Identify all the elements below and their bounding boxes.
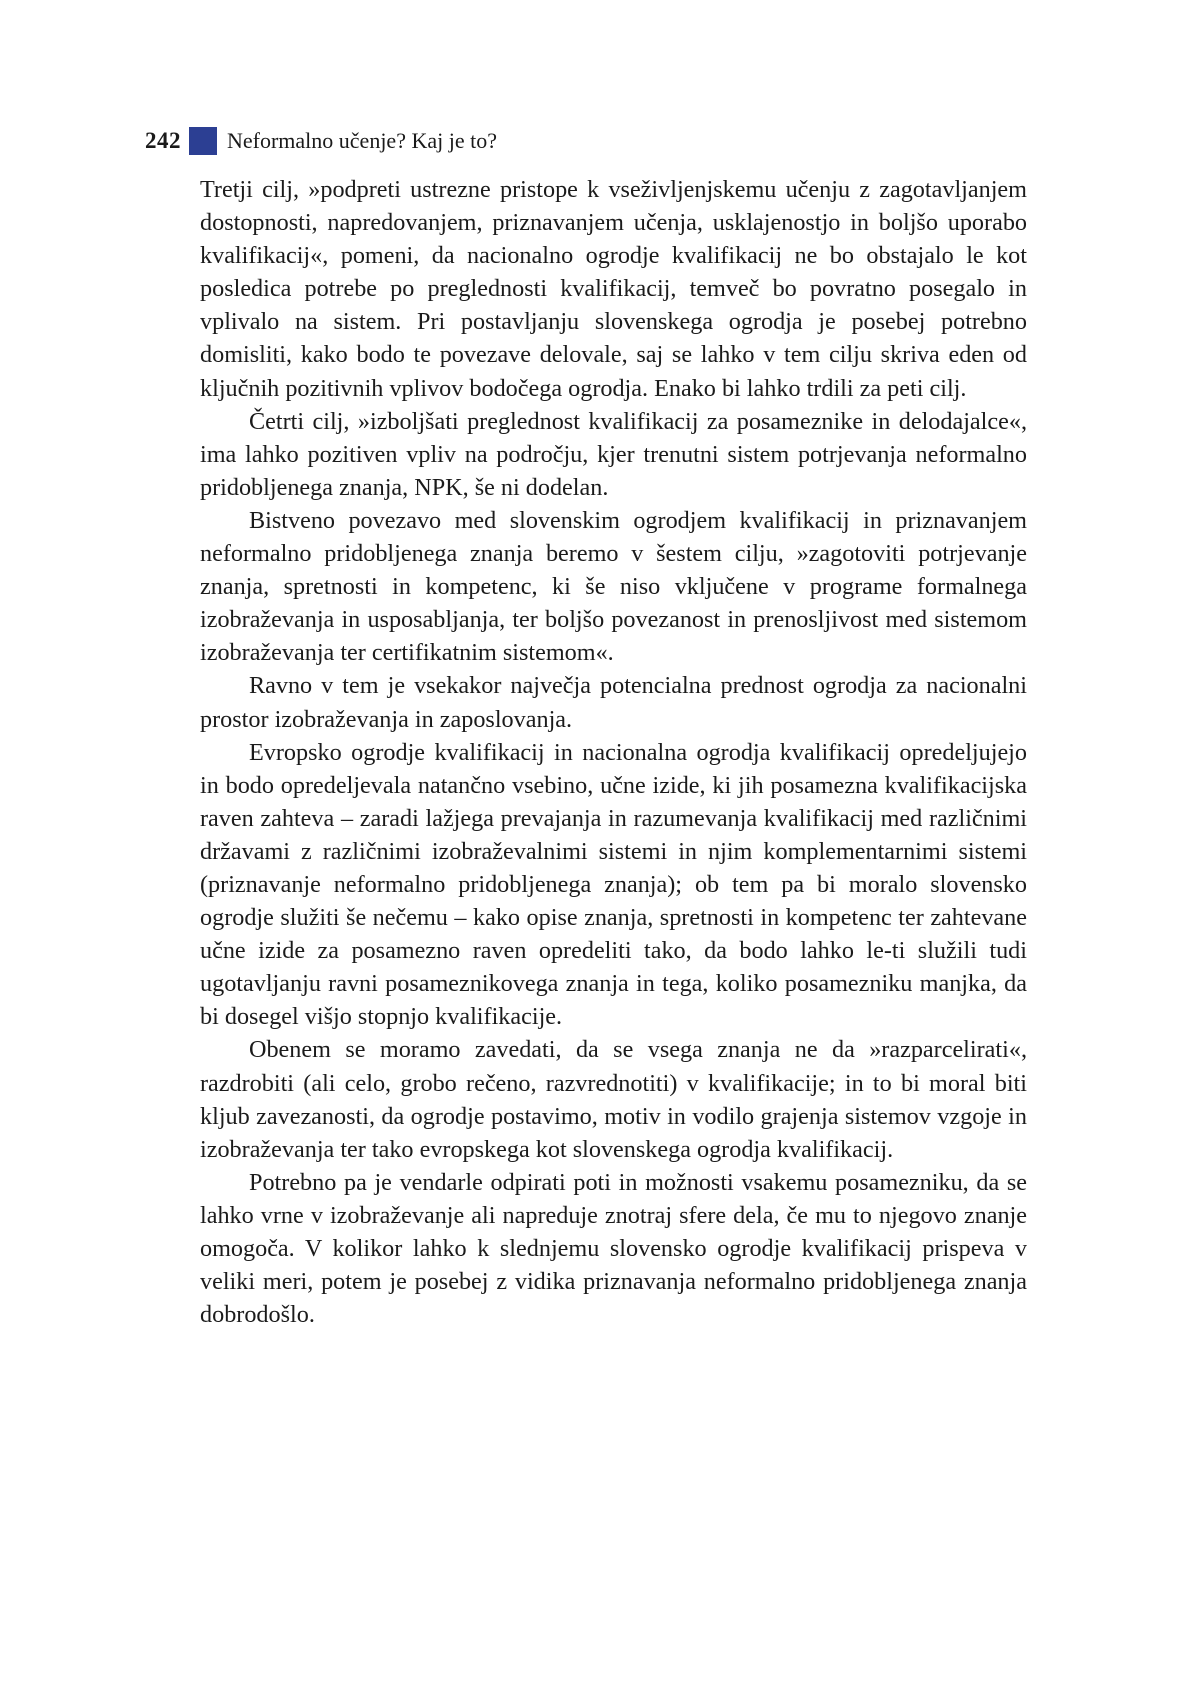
paragraph: Ravno v tem je vsekakor največja potencialna prednost ogrodja za nacionalni prostor izobraževanja in zaposlovanja. [200, 672, 1027, 733]
page-number: 242 [145, 128, 181, 153]
page-header [145, 126, 497, 156]
running-title: Neformalno učenje? Kaj je to? [227, 128, 497, 153]
paragraph: Obenem se moramo zavedati, da se vsega znanja ne da »razparcelirati«, razdrobiti (ali celo, grobo rečeno, razvrednotiti) v kvalifikacije; in to bi moral biti kljub zavezanosti, da ogrodje postavimo, motiv in vodilo grajenja sistemov vzgoje in izobraževanja ter tako evropskega kot slovenskega ogrodja kvalifikacij. [200, 1036, 1027, 1163]
paragraph: Potrebno pa je vendarle odpirati poti in možnosti vsakemu posamezniku, da se lahko vrne v izobraževanje ali napreduje znotraj sfere dela, če mu to njegovo znanje omogoča. V kolikor lahko k slednjemu slovensko ogrodje kvalifikacij prispeva v veliki meri, potem je posebej z vidika priznavanja neformalno pridobljenega znanja dobrodošlo. [200, 1168, 1027, 1329]
paragraph: Tretji cilj, »podpreti ustrezne pristope k vseživljenjskemu učenju z zagotavljanjem dostopnosti, napredovanjem, priznavanjem učenja, usklajenostjo in boljšo uporabo kvalifikacij«, pomeni, da nacionalno ogrodje kvalifikacij ne bo obstajalo le kot posledica potrebe po preglednosti kvalifikacij, temveč bo povratno posegalo in vplivalo na sistem. Pri postavljanju slovenskega ogrodja je posebej potrebno domisliti, kako bodo te povezave delovale, saj se lahko v tem cilju skriva eden od ključnih pozitivnih vplivov bodočega ogrodja. Enako bi lahko trdili za peti cilj. [200, 176, 1027, 402]
paragraph: Bistveno povezavo med slovenskim ogrodjem kvalifikacij in priznavanjem neformalno pridobljenega znanja beremo v šestem cilju, »zagotoviti potrjevanje znanja, spretnosti in kompetenc, ki še niso vključene v programe formalnega izobraževanja in usposabljanja, ter boljšo povezanost in prenosljivost med sistemom izobraževanja ter certifikatnim sistemom«. [200, 506, 1027, 667]
paragraph: Evropsko ogrodje kvalifikacij in nacionalna ogrodja kvalifikacij opredeljujejo in bodo opredeljevala natančno vsebino, učne izide, ki jih posamezna kvalifikacijska raven zahteva – zaradi lažjega prevajanja in razumevanja kvalifikacij med različnimi državami z različnimi izobraževalnimi sistemi in njim komplementarnimi sistemi (priznavanje neformalno pridobljenega znanja); ob tem pa bi moralo slovensko ogrodje služiti še nečemu – kako opise znanja, spretnosti in kompetenc ter zahtevane učne izide za posamezno raven opredeliti tako, da bodo lahko le-ti služili tudi ugotavljanju ravni posameznikovega znanja in tega, koliko posamezniku manjka, da bi dosegel višjo stopnjo kvalifikacije. [200, 738, 1027, 1031]
blue-square-icon [189, 127, 217, 155]
paragraph: Četrti cilj, »izboljšati preglednost kvalifikacij za posameznike in delodajalce«, ima lahko pozitiven vpliv na področju, kjer trenutni sistem potrjevanja neformalno pridobljenega znanja, NPK, še ni dodelan. [200, 407, 1027, 501]
body-text [200, 173, 1027, 1331]
